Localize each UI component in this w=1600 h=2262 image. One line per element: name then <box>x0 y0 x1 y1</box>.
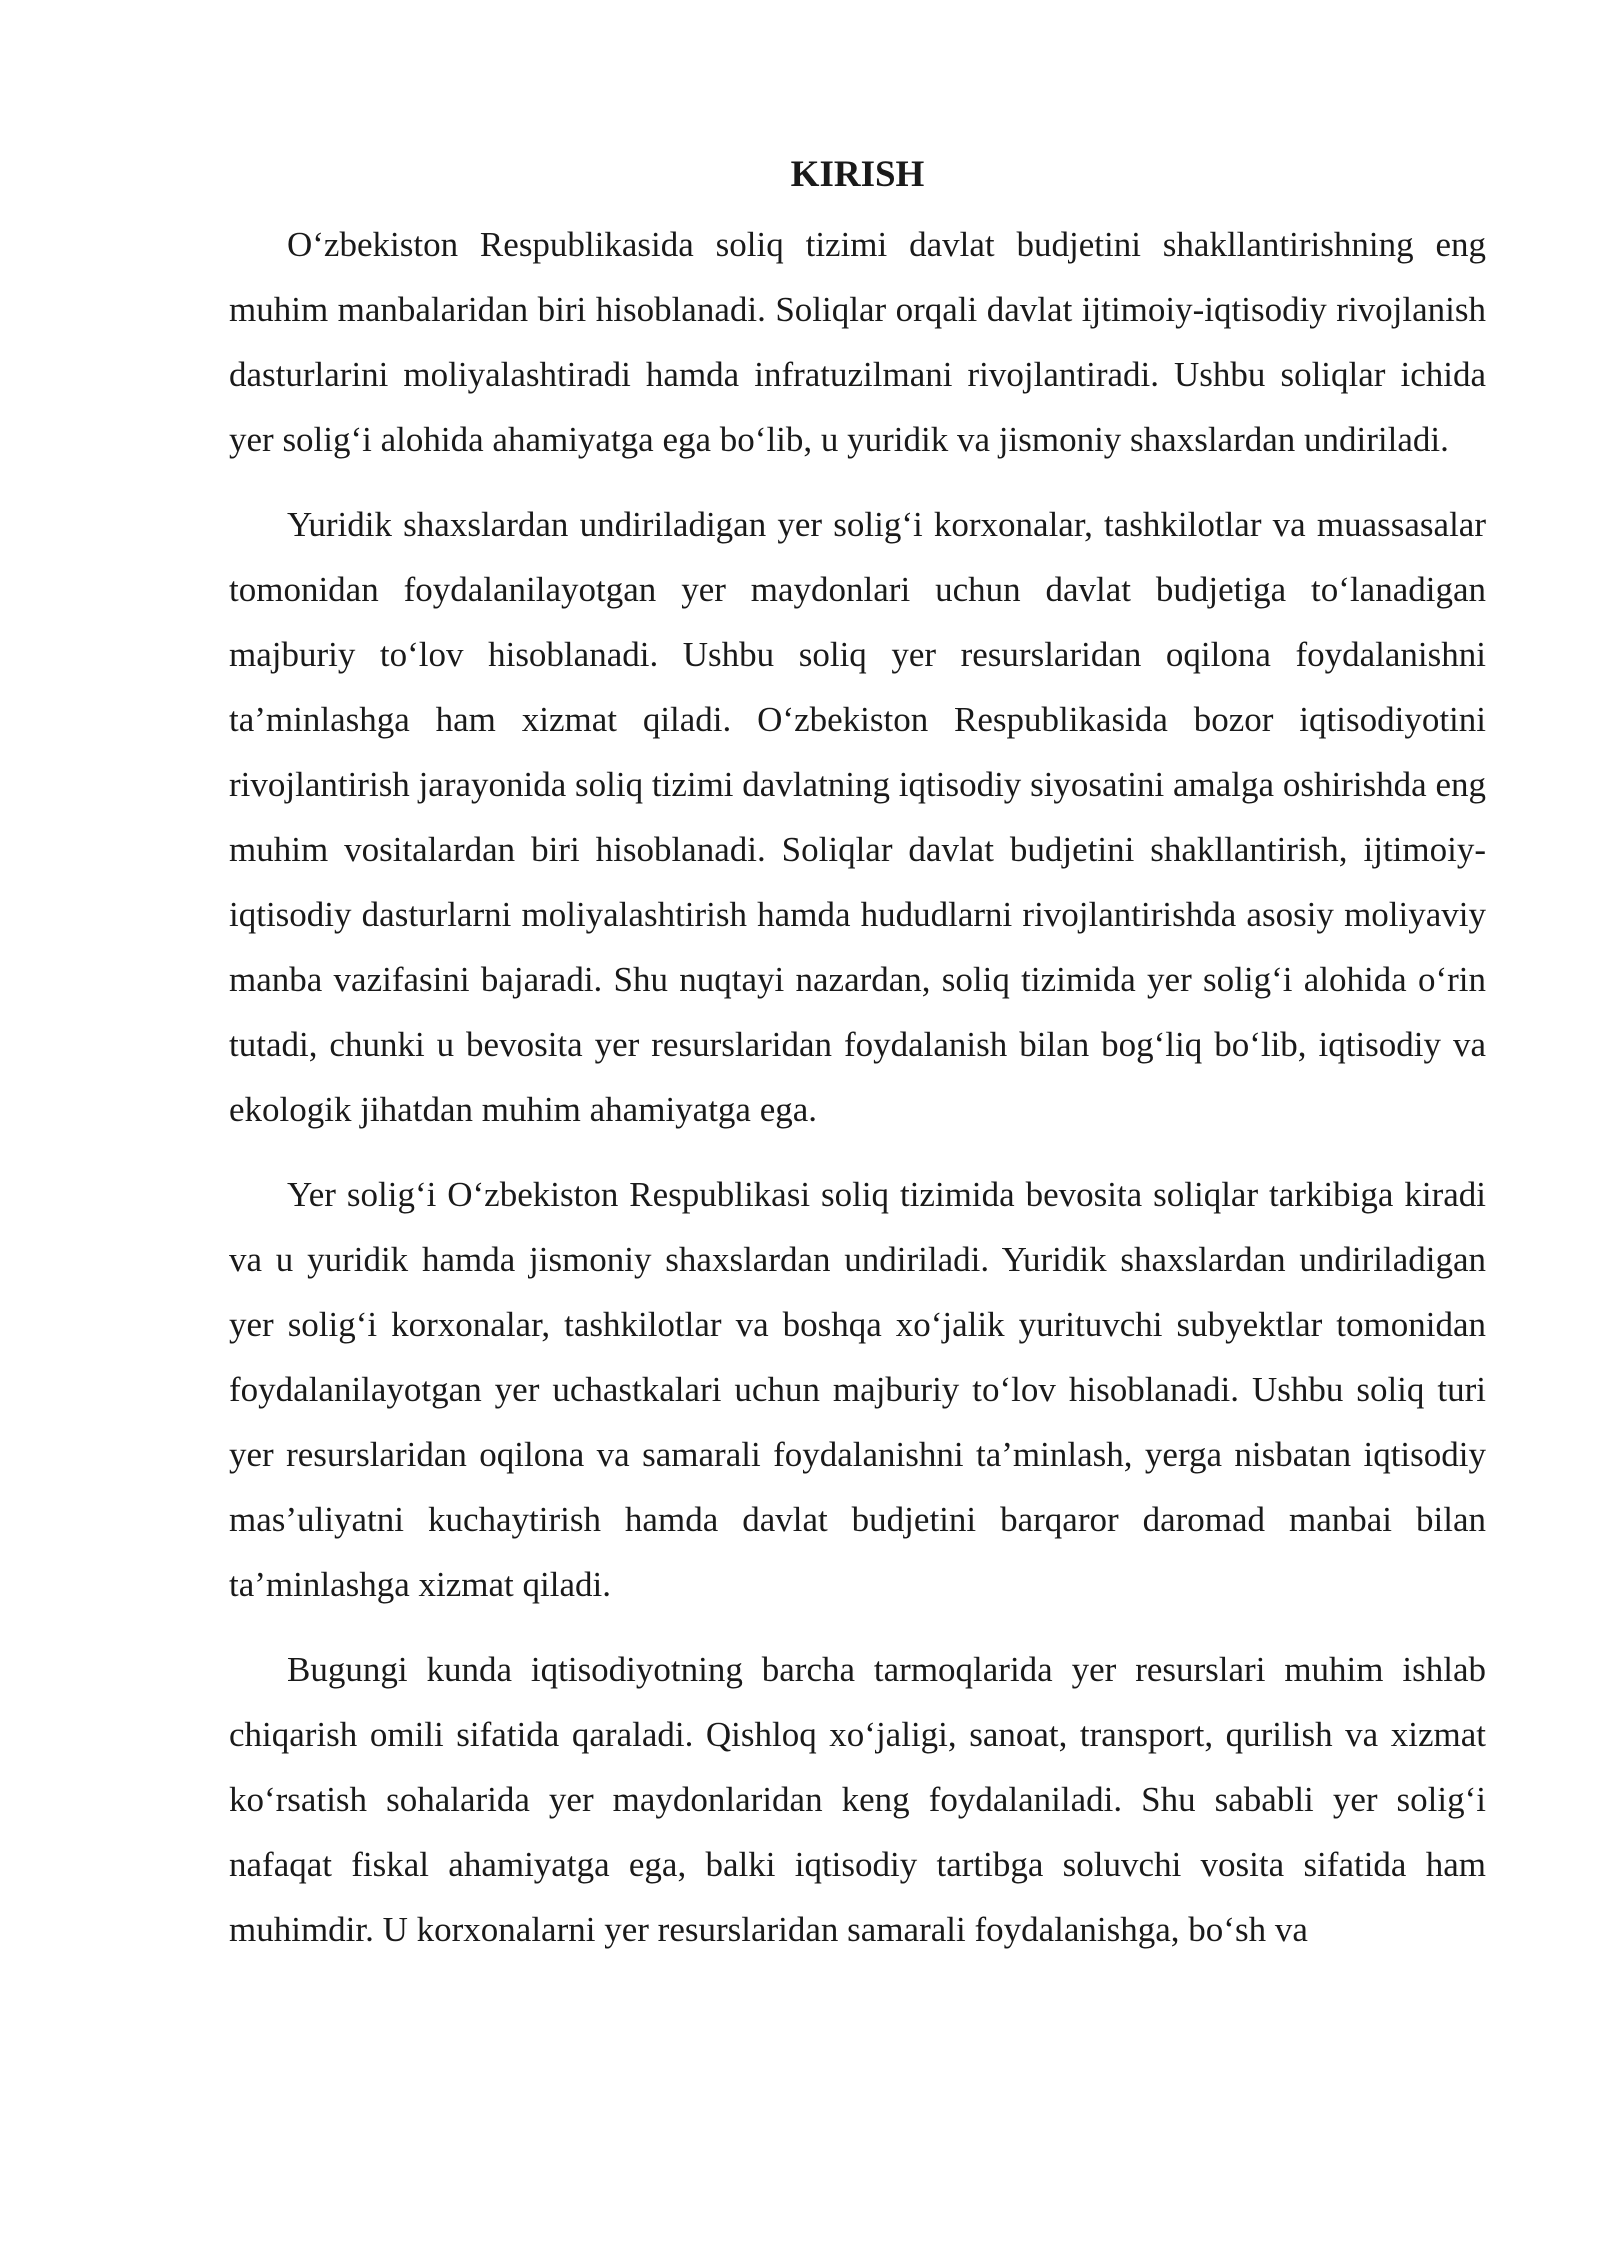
document-page <box>229 150 1486 1982</box>
paragraph: Yer solig‘i O‘zbekiston Respublikasi soliq tizimida bevosita soliqlar tarkibiga kiradi va u yuridik hamda jismoniy shaxslardan undiriladi. Yuridik shaxslardan undiriladigan yer solig‘i korxonalar, tashkilotlar va boshqa xo‘jalik yurituvchi subyektlar tomonidan foydalanilayotgan yer uchastkalari uchun majburiy to‘lov hisoblanadi. Ushbu soliq turi yer resurslaridan oqilona va samarali foydalanishni ta’minlash, yerga nisbatan iqtisodiy mas’uliyatni kuchaytirish hamda davlat budjetini barqaror daromad manbai bilan ta’minlashga xizmat qiladi. <box>229 1175 1486 1604</box>
paragraph: Yuridik shaxslardan undiriladigan yer solig‘i korxonalar, tashkilotlar va muassasalar tomonidan foydalanilayotgan yer maydonlari uchun davlat budjetiga to‘lanadigan majburiy to‘lov hisoblanadi. Ushbu soliq yer resurslaridan oqilona foydalanishni ta’minlashga ham xizmat qiladi. O‘zbekiston Respublikasida bozor iqtisodiyotini rivojlantirish jarayonida soliq tizimi davlatning iqtisodiy siyosatini amalga oshirishda eng muhim vositalardan biri hisoblanadi. Soliqlar davlat budjetini shakllantirish, ijtimoiy-iqtisodiy dasturlarni moliyalashtirish hamda hududlarni rivojlantirishda asosiy moliyaviy manba vazifasini bajaradi. Shu nuqtayi nazardan, soliq tizimida yer solig‘i alohida o‘rin tutadi, chunki u bevosita yer resurslaridan foydalanish bilan bog‘liq bo‘lib, iqtisodiy va ekologik jihatdan muhim ahamiyatga ega. <box>229 505 1486 1129</box>
paragraph: O‘zbekiston Respublikasida soliq tizimi davlat budjetini shakllantirishning eng muhim manbalaridan biri hisoblanadi. Soliqlar orqali davlat ijtimoiy-iqtisodiy rivojlanish dasturlarini moliyalashtiradi hamda infratuzilmani rivojlantiradi. Ushbu soliqlar ichida yer solig‘i alohida ahamiyatga ega bo‘lib, u yuridik va jismoniy shaxslardan undiriladi. <box>229 225 1486 459</box>
paragraph: Bugungi kunda iqtisodiyotning barcha tarmoqlarida yer resurslari muhim ishlab chiqarish omili sifatida qaraladi. Qishloq xo‘jaligi, sanoat, transport, qurilish va xizmat ko‘rsatish sohalarida yer maydonlaridan keng foydalaniladi. Shu sababli yer solig‘i nafaqat fiskal ahamiyatga ega, balki iqtisodiy tartibga soluvchi vosita sifatida ham muhimdir. U korxonalarni yer resurslaridan samarali foydalanishga, bo‘sh va <box>229 1650 1486 1949</box>
page-title: KIRISH <box>790 154 925 195</box>
